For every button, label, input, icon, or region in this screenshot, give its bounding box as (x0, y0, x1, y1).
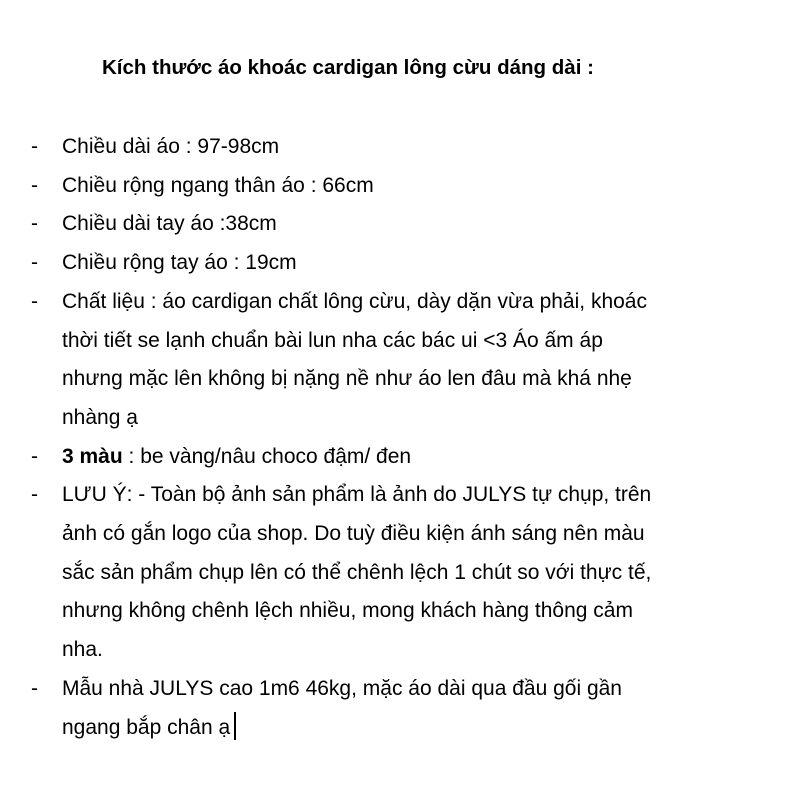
list-item-text: Chiều rộng tay áo : 19cm (62, 251, 297, 275)
list-item-text (62, 438, 800, 477)
list-item-text-line: Mẫu nhà JULYS cao 1m6 46kg, mặc áo dài qua đầu gối gần (62, 676, 622, 700)
bullet-dash: - (31, 212, 38, 236)
document-title: Kích thước áo khoác cardigan lông cừu dáng dài : (102, 56, 594, 79)
bullet-dash: - (31, 676, 38, 700)
bullet-dash: - (31, 483, 38, 507)
list-item-note (0, 476, 800, 670)
list-item-body-width (0, 167, 800, 206)
list-item-text-line: nhưng mặc lên không bị nặng nề như áo len đâu mà khá nhẹ (62, 367, 632, 391)
list-item-text-line: nhàng ạ (62, 405, 138, 429)
list-item-text-line: nhưng không chênh lệch nhiều, mong khách hàng thông cảm (62, 599, 633, 623)
bullet-dash: - (31, 289, 38, 313)
last-line-text: ngang bắp chân ạ (62, 715, 231, 739)
list-item-text-line: ảnh có gắn logo của shop. Do tuỳ điều kiện ánh sáng nên màu (62, 522, 645, 546)
list-item-text-line: Chất liệu : áo cardigan chất lông cừu, dày dặn vừa phải, khoác (62, 289, 647, 313)
bullet-dash: - (31, 173, 38, 197)
list-item-sleeve-length (0, 205, 800, 244)
list-item-material (0, 283, 800, 438)
list-item-text-line: LƯU Ý: - Toàn bộ ảnh sản phẩm là ảnh do JULYS tự chụp, trên (62, 483, 652, 507)
spec-list (0, 128, 800, 747)
list-item-text: Chiều dài áo : 97-98cm (62, 135, 280, 158)
list-item-text: Chiều dài tay áo :38cm (62, 212, 277, 236)
list-item-text: Chiều rộng ngang thân áo : 66cm (62, 173, 374, 197)
bullet-dash: - (31, 251, 38, 275)
list-item-colors (0, 438, 800, 477)
colors-list-text: : be vàng/nâu choco đậm/ đen (122, 444, 412, 468)
bullet-dash: - (31, 135, 38, 158)
list-item-text-line: sắc sản phẩm chụp lên có thể chênh lệch 1 chút so với thực tế, (62, 560, 652, 584)
bullet-dash: - (31, 444, 38, 468)
list-item-text-line: thời tiết se lạnh chuẩn bài lun nha các bác ui <3 Áo ấm áp (62, 328, 603, 352)
colors-count-label: 3 màu (62, 444, 123, 468)
list-item-body-length (0, 128, 800, 167)
list-item-text-line (62, 709, 800, 748)
text-cursor (234, 712, 236, 740)
list-item-model (0, 670, 800, 747)
list-item-sleeve-width (0, 244, 800, 283)
list-item-text-line: nha. (62, 638, 103, 662)
